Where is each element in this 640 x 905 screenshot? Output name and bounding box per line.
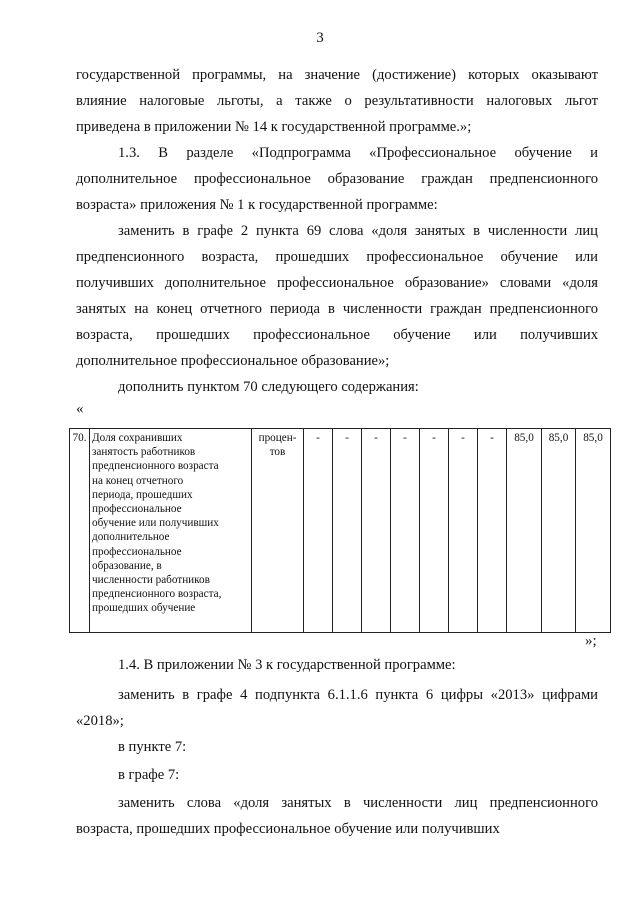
- paragraph-item-7: в пункте 7:: [118, 739, 187, 755]
- row-number: 70.: [70, 429, 90, 633]
- value-cell: -: [449, 429, 478, 633]
- program-table: [69, 428, 611, 633]
- value-cell: -: [304, 429, 333, 633]
- open-quote: «: [76, 401, 84, 417]
- paragraph-replace-digits: заменить в графе 4 подпункта 6.1.1.6 пункта 6 цифры «2013» цифрами «2018»;: [76, 687, 598, 729]
- paragraph-section-1-4: 1.4. В приложении № 3 к государственной программе:: [118, 657, 456, 673]
- paragraph-line: приведена в приложении № 14 к государственной программе.»;: [76, 119, 472, 135]
- close-quote: »;: [585, 633, 597, 649]
- value-cell: -: [420, 429, 449, 633]
- value-cell: -: [478, 429, 507, 633]
- value-cell: -: [391, 429, 420, 633]
- paragraph-column-7: в графе 7:: [118, 767, 180, 783]
- paragraph-replace-item-69: заменить в графе 2 пункта 69 слова «доля занятых в численности лиц предпенсионного возраста, прошедших профессиональное обучение или получивших дополнительное профессиональное образование» словами «доля занятых на конец отчетного периода в численности граждан предпенсионного возраста, прошедших профессиональное обучение или получивших дополнительное профессиональное образование»;: [76, 223, 598, 369]
- paragraph-line: влияние налоговые льготы, а также о результативности налоговых льгот: [76, 93, 598, 109]
- value-cell: 85,0: [507, 429, 542, 633]
- table-row: [70, 429, 611, 633]
- page-number: 3: [316, 30, 324, 46]
- paragraph-section-1-3: 1.3. В разделе «Подпрограмма «Профессиональное обучение и дополнительное профессиональное образование граждан предпенсионного возраста» приложения № 1 к государственной программе:: [76, 145, 598, 213]
- indicator-name: Доля сохранивших занятость работников предпенсионного возраста на конец отчетного периода, прошедших профессиональное обучение или получивших дополнительное профессиональное образование, в численности работников предпенсионного возраста, прошедших обучение: [90, 429, 252, 633]
- value-cell: -: [362, 429, 391, 633]
- value-cell: -: [333, 429, 362, 633]
- paragraph-replace-words: заменить слова «доля занятых в численности лиц предпенсионного возраста, прошедших профессиональное обучение или получивших: [76, 795, 598, 837]
- paragraph-add-item-70: дополнить пунктом 70 следующего содержания:: [118, 379, 419, 395]
- unit-cell: процен- тов: [252, 429, 304, 633]
- value-cell: 85,0: [576, 429, 611, 633]
- value-cell: 85,0: [542, 429, 576, 633]
- paragraph-line: государственной программы, на значение (достижение) которых оказывают: [76, 67, 598, 83]
